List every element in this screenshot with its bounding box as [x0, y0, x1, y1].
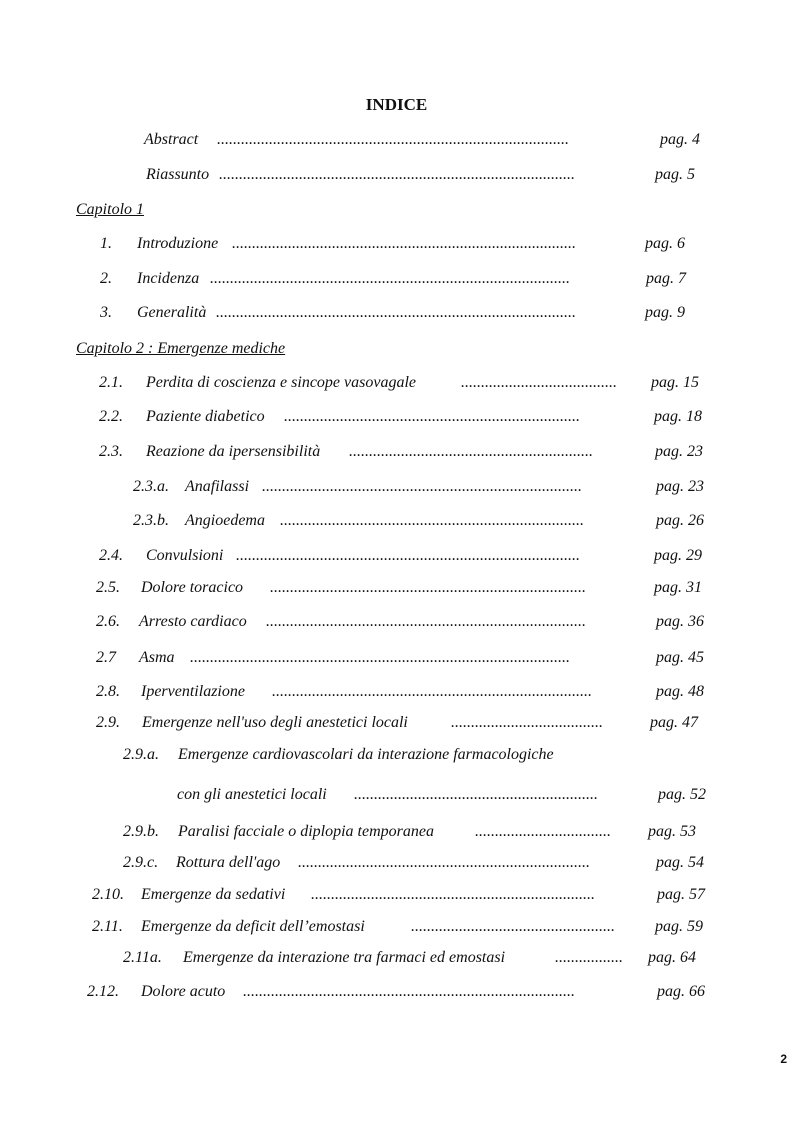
toc-entry-page: pag. 23	[656, 478, 704, 495]
toc-entry-label: Emergenze da sedativi	[141, 886, 286, 903]
toc-entry-page: pag. 29	[654, 547, 702, 564]
page-title: INDICE	[365, 95, 428, 114]
toc-entry-number: 2.9.b.	[123, 823, 159, 840]
toc-entry-label: Paziente diabetico	[146, 408, 265, 425]
toc-entry-page: pag. 31	[654, 579, 702, 596]
toc-entry-leader-dots: ........................................................................................	[217, 131, 569, 148]
toc-entry-leader-dots: .......................................................................	[311, 886, 595, 903]
toc-entry-number: 2.1.	[99, 374, 123, 391]
toc-entry-leader-dots: ......................................	[451, 714, 603, 731]
toc-entry-page: pag. 48	[656, 683, 704, 700]
toc-entry-label: Riassunto	[146, 166, 210, 183]
toc-entry-number: 2.2.	[99, 408, 123, 425]
toc-entry-page: pag. 57	[657, 886, 705, 903]
toc-entry-leader-dots: ..........................................................................................	[216, 304, 576, 321]
toc-entry-page: pag. 64	[648, 949, 696, 966]
toc-entry-page: pag. 47	[650, 714, 698, 731]
toc-entry-label: Rottura dell'ago	[176, 854, 281, 871]
toc-entry-page: pag. 36	[656, 613, 704, 630]
toc-entry-label: Introduzione	[137, 235, 219, 252]
toc-entry-label: Emergenze da interazione tra farmaci ed emostasi	[183, 949, 506, 966]
toc-entry-page: pag. 4	[660, 131, 700, 148]
toc-entry-page: pag. 18	[654, 408, 702, 425]
toc-entry-number: 1.	[100, 235, 112, 252]
toc-entry-page: pag. 52	[658, 786, 706, 803]
toc-entry-page: pag. 5	[655, 166, 695, 183]
toc-entry-leader-dots: .........................................................................................	[219, 166, 575, 183]
toc-entry-label: Emergenze cardiovascolari da interazione farmacologiche	[178, 746, 554, 763]
toc-entry-number: 2.9.	[96, 714, 120, 731]
toc-entry-label: Dolore toracico	[141, 579, 244, 596]
toc-entry-page: pag. 53	[648, 823, 696, 840]
toc-entry-leader-dots: .......................................	[461, 374, 617, 391]
toc-entry-number: 2.9.c.	[123, 854, 159, 871]
toc-entry-number: 2.11a.	[123, 949, 162, 966]
toc-entry-label: Arresto cardiaco	[139, 613, 247, 630]
toc-entry-number: 2.	[100, 270, 112, 287]
toc-entry-page: pag. 26	[656, 512, 704, 529]
toc-entry-leader-dots: ......................................................................................	[232, 235, 576, 252]
toc-entry-leader-dots: ......................................................................................	[236, 547, 580, 564]
toc-entry-label: Perdita di coscienza e sincope vasovagale	[146, 374, 416, 391]
toc-entry-leader-dots: .........................................................................	[298, 854, 590, 871]
toc-entry-number: 2.3.b.	[133, 512, 169, 529]
toc-entry-label: Reazione da ipersensibilità	[146, 443, 321, 460]
toc-entry-leader-dots: ............................................................................	[280, 512, 584, 529]
toc-entry-label: Emergenze da deficit dell’emostasi	[141, 918, 365, 935]
toc-entry-page: pag. 66	[657, 983, 705, 1000]
toc-entry-number: 2.12.	[87, 983, 119, 1000]
toc-entry-number: 2.11.	[92, 918, 123, 935]
toc-entry-leader-dots: ..................................	[475, 823, 611, 840]
toc-entry-number: 2.3.	[99, 443, 123, 460]
toc-entry-page: pag. 9	[645, 304, 685, 321]
page-number: 2	[780, 1052, 787, 1066]
toc-entry-number: 2.10.	[92, 886, 124, 903]
toc-entry-leader-dots: ...................................................	[411, 918, 615, 935]
chapter-heading-1: Capitolo 1	[76, 201, 145, 218]
toc-entry-number: 2.9.a.	[123, 746, 159, 763]
toc-entry-leader-dots: .............................................................	[354, 786, 598, 803]
toc-entry-page: pag. 6	[645, 235, 685, 252]
toc-entry-number: 2.7	[96, 649, 116, 666]
toc-entry-number: 2.6.	[96, 613, 120, 630]
toc-entry-page: pag. 54	[656, 854, 704, 871]
toc-entry-label: Convulsioni	[146, 547, 224, 564]
toc-entry-leader-dots: ................................................................................	[266, 613, 586, 630]
toc-entry-leader-dots: ................................................................................	[272, 683, 592, 700]
toc-entry-leader-dots: ...............................................................................................	[190, 649, 570, 666]
toc-entry-number: 3.	[100, 304, 112, 321]
chapter-heading-2: Capitolo 2 : Emergenze mediche	[76, 340, 286, 357]
toc-entry-label: con gli anestetici locali	[177, 786, 327, 803]
toc-entry-number: 2.3.a.	[133, 478, 169, 495]
toc-entry-page: pag. 7	[646, 270, 686, 287]
toc-entry-number: 2.8.	[96, 683, 120, 700]
toc-entry-page: pag. 15	[651, 374, 699, 391]
toc-entry-leader-dots: ..........................................................................................	[210, 270, 570, 287]
toc-entry-leader-dots: ...............................................................................	[270, 579, 586, 596]
toc-entry-label: Asma	[139, 649, 175, 666]
toc-entry-leader-dots: ................................................................................	[262, 478, 582, 495]
toc-entry-leader-dots: ..........................................................................	[284, 408, 580, 425]
toc-entry-leader-dots: .............................................................	[349, 443, 593, 460]
toc-entry-label: Emergenze nell'uso degli anestetici locali	[142, 714, 408, 731]
toc-entry-page: pag. 45	[656, 649, 704, 666]
toc-entry-leader-dots: ...................................................................................	[243, 983, 575, 1000]
toc-entry-label: Abstract	[144, 131, 199, 148]
toc-entry-label: Dolore acuto	[141, 983, 226, 1000]
toc-entry-leader-dots: .................	[555, 949, 623, 966]
toc-entry-number: 2.4.	[99, 547, 123, 564]
toc-entry-label: Generalità	[137, 304, 207, 321]
toc-entry-label: Anafilassi	[185, 478, 250, 495]
toc-entry-label: Paralisi facciale o diplopia temporanea	[178, 823, 434, 840]
toc-entry-label: Iperventilazione	[141, 683, 245, 700]
toc-entry-page: pag. 59	[655, 918, 703, 935]
toc-entry-page: pag. 23	[655, 443, 703, 460]
toc-entry-number: 2.5.	[96, 579, 120, 596]
toc-entry-label: Incidenza	[137, 270, 200, 287]
toc-entry-label: Angioedema	[185, 512, 265, 529]
